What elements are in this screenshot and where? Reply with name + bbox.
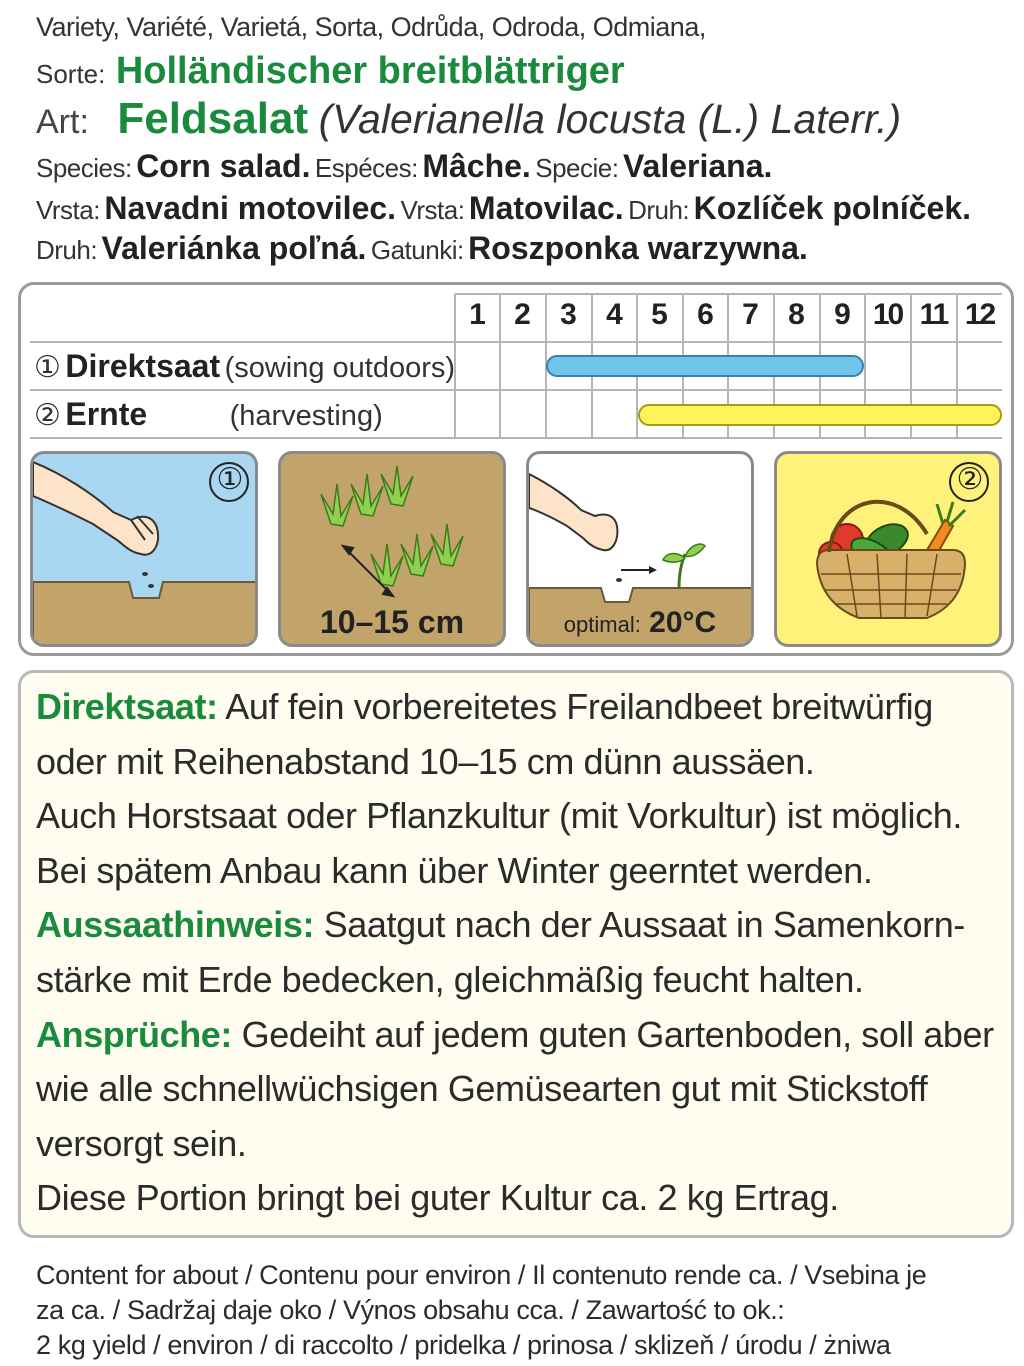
row-en-direktsaat: (sowing outdoors) (224, 352, 456, 384)
row-en-ernte: (harvesting) (229, 400, 383, 432)
footer-line-3: 2 kg yield / environ / di raccolto / pridelka / prinosa / sklizeň / úrodu / żniwa (36, 1330, 891, 1360)
month-6: 6 (697, 298, 714, 331)
ansprueche-line-3: versorgt sein. (36, 1122, 247, 1164)
footer-line-2: za ca. / Sadržaj daje oko / Výnos obsahu cca. / Zawartość to ok.: (36, 1295, 785, 1325)
month-4: 4 (606, 298, 623, 331)
direktsaat-keyword: Direktsaat: (36, 686, 218, 727)
druh-value-2: Valeriánka poľná. (101, 230, 367, 266)
vrsta-value-2: Matovilac. (468, 190, 624, 226)
sowing-period-bar (546, 355, 864, 377)
month-1: 1 (469, 298, 486, 331)
especes-value: Mâche. (422, 148, 531, 184)
row-name-direktsaat: Direktsaat (65, 348, 221, 384)
species-label: Species: (36, 153, 132, 183)
row-name-ernte: Ernte (65, 396, 148, 432)
month-7: 7 (742, 298, 759, 331)
vrsta-label-2: Vrsta: (400, 195, 465, 225)
month-12: 12 (964, 298, 995, 331)
specie-label: Specie: (535, 153, 619, 183)
tile-spacing (278, 451, 506, 647)
sorte-label: Sorte: (36, 59, 106, 89)
month-9: 9 (834, 298, 851, 331)
art-value: Feldsalat (117, 94, 309, 143)
instructions-text (36, 680, 1006, 1226)
month-10: 10 (872, 298, 903, 331)
month-5: 5 (651, 298, 668, 331)
tile-sowing (30, 451, 258, 647)
ansprueche-line-2: wie alle schnellwüchsigen Gemüsearten gut mit Stickstoff (36, 1068, 928, 1110)
row-number-2: ② (34, 399, 61, 432)
variety-line: Variety, Variété, Varietá, Sorta, Odrůda, Odroda, Odmiana, (36, 12, 706, 42)
ansprueche-keyword: Ansprüche: (36, 1013, 233, 1055)
row-ernte-label (34, 396, 383, 433)
druh-value-1: Kozlíček polníček. (693, 190, 972, 226)
direktsaat-line-2: oder mit Reihenabstand 10–15 cm dünn aussäen. (36, 740, 815, 782)
specie-value: Valeriana. (622, 148, 773, 184)
druh-label-2: Druh: (36, 235, 98, 265)
spacing-label: 10–15 cm (319, 604, 465, 640)
druh-label-1: Druh: (628, 195, 690, 225)
especes-label: Espéces: (314, 153, 418, 183)
tile4-badge: ② (956, 463, 984, 496)
direktsaat-line-1 (36, 680, 1006, 735)
ansprueche-line-1 (36, 1008, 1006, 1063)
harvest-period-bar (638, 404, 1002, 426)
tile-temperature (526, 451, 754, 647)
tile1-badge: ① (216, 463, 244, 496)
vrsta-value-1: Navadni motovilec. (104, 190, 397, 226)
row-direktsaat-label (34, 348, 455, 385)
ansprueche-text-1: Gedeiht auf jedem guten Gartenboden, soll aber (232, 1013, 994, 1055)
row-number-1: ① (34, 351, 61, 384)
art-label: Art: (36, 103, 89, 141)
temperature-label (529, 606, 751, 640)
month-2: 2 (514, 298, 531, 331)
tile-harvest (774, 451, 1002, 647)
month-3: 3 (560, 298, 577, 331)
direktsaat-line-4: Bei spätem Anbau kann über Winter geerntet werden. (36, 849, 873, 891)
optimal-prefix: optimal: (563, 612, 641, 637)
month-11: 11 (919, 298, 948, 331)
aussaathinweis-line-1 (36, 898, 1006, 953)
content-footer (36, 1258, 996, 1363)
species-value: Corn salad. (136, 148, 311, 184)
direktsaat-line-3: Auch Horstsaat oder Pflanzkultur (mit Vorkultur) ist möglich. (36, 795, 962, 837)
gatunki-label: Gatunki: (370, 235, 464, 265)
temperature-value: 20°C (649, 606, 717, 639)
aussaathinweis-text-1: Saatgut nach der Aussaat in Samenkorn- (314, 904, 965, 946)
month-8: 8 (788, 298, 805, 331)
ansprueche-line-4: Diese Portion bringt bei guter Kultur ca. 2 kg Ertrag. (36, 1177, 839, 1219)
aussaathinweis-keyword: Aussaathinweis: (36, 904, 315, 946)
sorte-value: Holländischer breitblättriger (115, 50, 625, 92)
direktsaat-text-1: Auf fein vorbereitetes Freilandbeet breitwürfig (217, 686, 933, 727)
footer-line-1: Content for about / Contenu pour environ / Il contenuto rende ca. / Vsebina je (36, 1260, 927, 1290)
art-latin: (Valerianella locusta (L.) Laterr.) (318, 96, 902, 142)
aussaathinweis-line-2: stärke mit Erde bedecken, gleichmäßig feucht halten. (36, 958, 864, 1000)
gatunki-value: Roszponka warzywna. (468, 230, 808, 266)
vrsta-label-1: Vrsta: (36, 195, 100, 225)
